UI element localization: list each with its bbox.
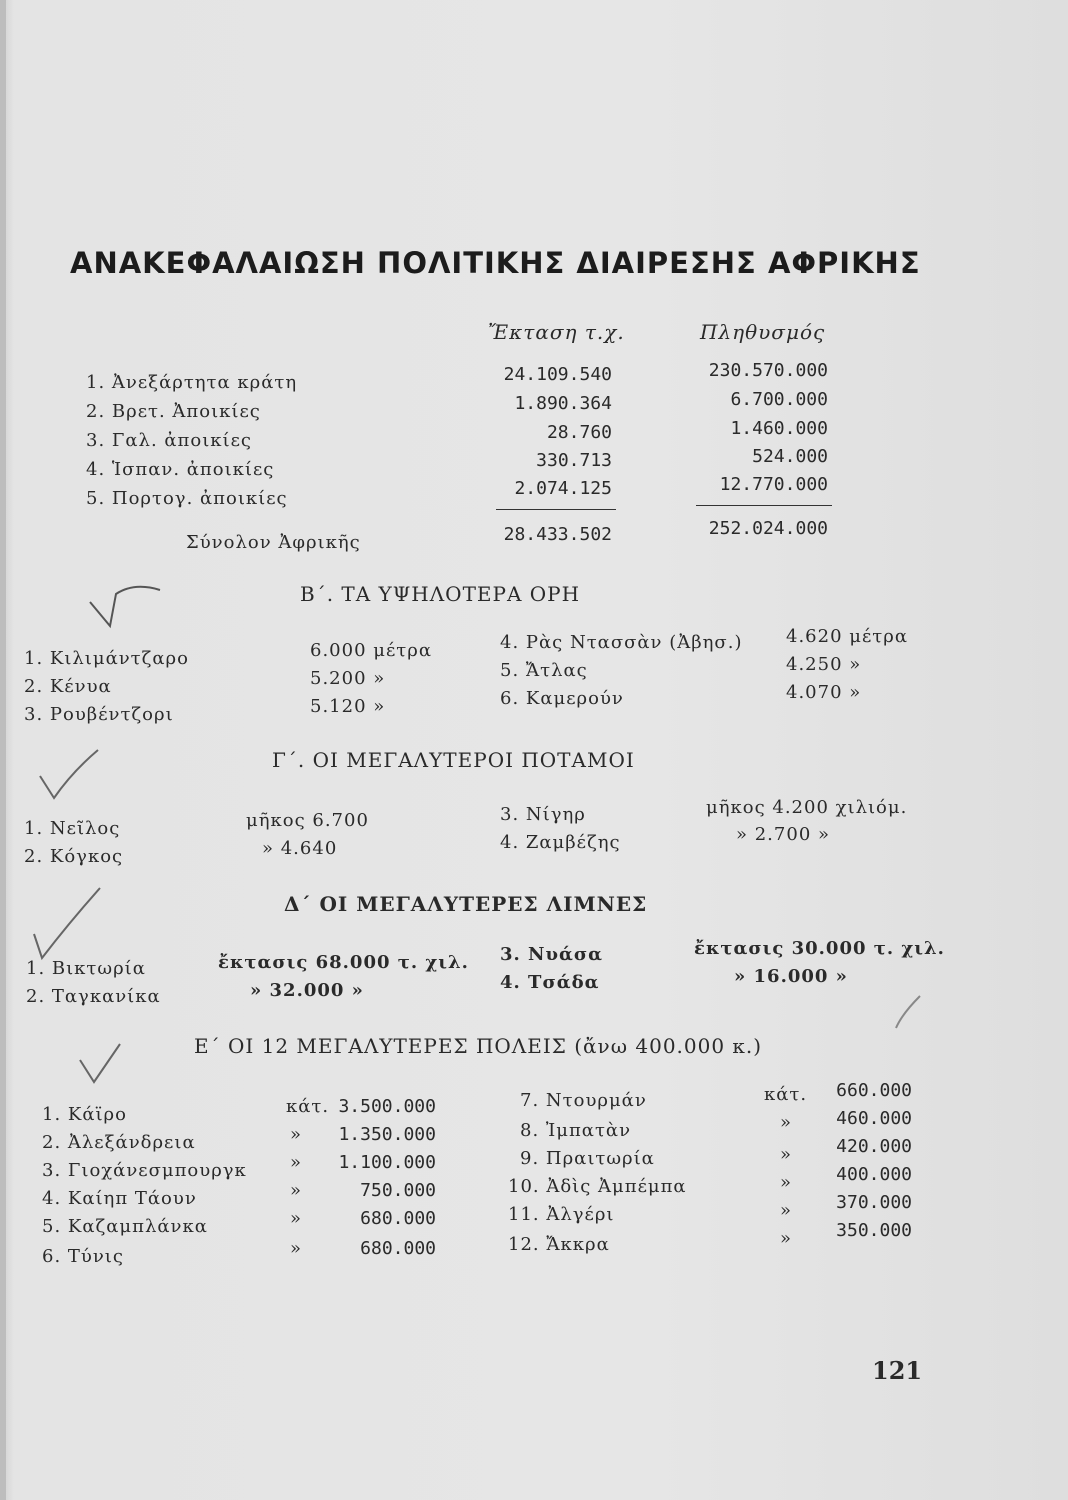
city-population: 1.100.000 — [338, 1152, 436, 1173]
mountain-height: 6.000 μέτρα — [310, 640, 432, 661]
summary-row-area: 1.890.364 — [514, 393, 612, 414]
river-name: 4. Ζαμβέζης — [500, 832, 621, 853]
pencil-check-mark-icon — [86, 580, 166, 630]
city-prefix: » — [290, 1180, 303, 1201]
column-header-area: Ἔκταση τ.χ. — [488, 320, 625, 344]
city-population: 460.000 — [836, 1108, 912, 1129]
city-name: 11. Ἀλγέρι — [508, 1204, 615, 1225]
lake-area: » 16.000 » — [734, 966, 848, 987]
river-name: 2. Κόγκος — [24, 846, 124, 867]
lake-area: » 32.000 » — [250, 980, 364, 1001]
mountain-name: 1. Κιλιμάντζαρο — [24, 648, 189, 669]
mountain-height: 5.200 » — [310, 668, 386, 689]
mountain-height: 4.620 μέτρα — [786, 626, 908, 647]
column-header-population: Πληθυσμός — [700, 320, 826, 344]
summary-total-area: 28.433.502 — [503, 524, 612, 545]
mountain-name: 3. Ρουβέντζορι — [24, 704, 174, 725]
city-population: 680.000 — [360, 1208, 436, 1229]
cities-heading: Ε΄ ΟΙ 12 ΜΕΓΑΛΥΤΕΡΕΣ ΠΟΛΕΙΣ (ἄνω 400.000 κ.) — [194, 1034, 763, 1058]
river-name: 1. Νεῖλος — [24, 818, 121, 839]
city-name: 3. Γιοχάνεσμπουργκ — [42, 1160, 247, 1181]
city-name: 1. Κάϊρο — [42, 1104, 127, 1125]
river-name: 3. Νίγηρ — [500, 804, 586, 825]
mountain-name: 2. Κένυα — [24, 676, 112, 697]
total-rule-area — [496, 509, 616, 510]
mountain-name: 6. Καμερούν — [500, 688, 624, 709]
city-name: 2. Ἀλεξάνδρεια — [42, 1132, 196, 1153]
summary-total-label: Σύνολον Ἀφρικῆς — [186, 532, 361, 553]
pencil-check-mark-icon — [76, 1038, 136, 1088]
summary-row-label: 3. Γαλ. ἀποικίες — [86, 430, 252, 451]
city-prefix: κάτ. — [764, 1084, 808, 1105]
lake-name: 4. Τσάδα — [500, 972, 600, 993]
pencil-check-mark-icon — [28, 884, 108, 964]
summary-row-pop: 12.770.000 — [719, 474, 828, 495]
total-rule-population — [696, 505, 832, 506]
summary-row-pop: 6.700.000 — [730, 389, 828, 410]
city-prefix: » — [780, 1200, 793, 1221]
lake-name: 3. Νυάσα — [500, 944, 603, 965]
pencil-check-mark-icon — [36, 746, 106, 806]
city-name: 6. Τύνις — [42, 1246, 124, 1267]
summary-row-pop: 524.000 — [752, 446, 828, 467]
summary-row-label: 4. Ἱσπαν. ἀποικίες — [86, 459, 275, 480]
city-name: 10. Ἀδὶς Ἀμπέμπα — [508, 1176, 687, 1197]
city-prefix: » — [780, 1172, 793, 1193]
mountain-height: 4.250 » — [786, 654, 862, 675]
mountains-heading: Β΄. ΤΑ ΥΨΗΛΟΤΕΡΑ ΟΡΗ — [300, 582, 581, 606]
page-number: 121 — [872, 1356, 923, 1385]
summary-row-area: 28.760 — [546, 422, 612, 443]
mountain-height: 4.070 » — [786, 682, 862, 703]
city-population: 420.000 — [836, 1136, 912, 1157]
city-name: 5. Καζαμπλάνκα — [42, 1216, 208, 1237]
city-name: 7. Ντουρμάν — [520, 1090, 647, 1111]
city-prefix: » — [290, 1152, 303, 1173]
city-population: 1.350.000 — [338, 1124, 436, 1145]
city-name: 8. Ἰμπατὰν — [520, 1120, 632, 1141]
city-prefix: » — [290, 1124, 303, 1145]
city-population: 370.000 — [836, 1192, 912, 1213]
lake-area: ἔκτασις 68.000 τ. χιλ. — [218, 952, 469, 973]
mountain-name: 5. Ἄτλας — [500, 660, 588, 681]
summary-row-pop: 230.570.000 — [708, 360, 828, 381]
page-title: ΑΝΑΚΕΦΑΛΑΙΩΣΗ ΠΟΛΙΤΙΚΗΣ ΔΙΑΙΡΕΣΗΣ ΑΦΡΙΚΗΣ — [70, 246, 921, 280]
summary-row-area: 330.713 — [536, 450, 612, 471]
city-prefix: » — [780, 1144, 793, 1165]
lake-area: ἔκτασις 30.000 τ. χιλ. — [694, 938, 945, 959]
river-length: μῆκος 6.700 — [246, 810, 369, 831]
city-name: 12. Ἄκκρα — [508, 1234, 610, 1255]
city-prefix: » — [780, 1112, 793, 1133]
summary-row-label: 2. Βρετ. Ἀποικίες — [86, 401, 261, 422]
city-name: 4. Καίηπ Τάουν — [42, 1188, 197, 1209]
summary-row-area: 24.109.540 — [503, 364, 612, 385]
city-population: 680.000 — [360, 1238, 436, 1259]
lake-name: 1. Βικτωρία — [26, 958, 146, 979]
river-length: μῆκος 4.200 χιλιόμ. — [706, 797, 908, 818]
river-length: » 2.700 » — [736, 824, 830, 845]
city-prefix: » — [290, 1208, 303, 1229]
summary-row-label: 1. Ἀνεξάρτητα κράτη — [86, 372, 298, 393]
city-population: 3.500.000 — [338, 1096, 436, 1117]
city-population: 750.000 — [360, 1180, 436, 1201]
rivers-heading: Γ΄. ΟΙ ΜΕΓΑΛΥΤΕΡΟΙ ΠΟΤΑΜΟΙ — [272, 748, 635, 772]
city-prefix: » — [780, 1228, 793, 1249]
summary-total-pop: 252.024.000 — [708, 518, 828, 539]
summary-row-label: 5. Πορτογ. ἀποικίες — [86, 488, 288, 509]
city-prefix: κάτ. — [286, 1096, 330, 1117]
lakes-heading: Δ΄ ΟΙ ΜΕΓΑΛΥΤΕΡΕΣ ΛΙΜΝΕΣ — [284, 892, 648, 916]
mountain-height: 5.120 » — [310, 696, 386, 717]
summary-row-area: 2.074.125 — [514, 478, 612, 499]
city-prefix: » — [290, 1238, 303, 1259]
city-population: 660.000 — [836, 1080, 912, 1101]
city-name: 9. Πραιτωρία — [520, 1148, 655, 1169]
lake-name: 2. Ταγκανίκα — [26, 986, 161, 1007]
page-spine — [0, 0, 6, 1500]
summary-row-pop: 1.460.000 — [730, 418, 828, 439]
mountain-name: 4. Ρὰς Ντασσὰν (Ἀβησ.) — [500, 632, 743, 653]
city-population: 400.000 — [836, 1164, 912, 1185]
pencil-stroke-icon — [890, 994, 930, 1034]
river-length: » 4.640 — [262, 838, 338, 859]
city-population: 350.000 — [836, 1220, 912, 1241]
